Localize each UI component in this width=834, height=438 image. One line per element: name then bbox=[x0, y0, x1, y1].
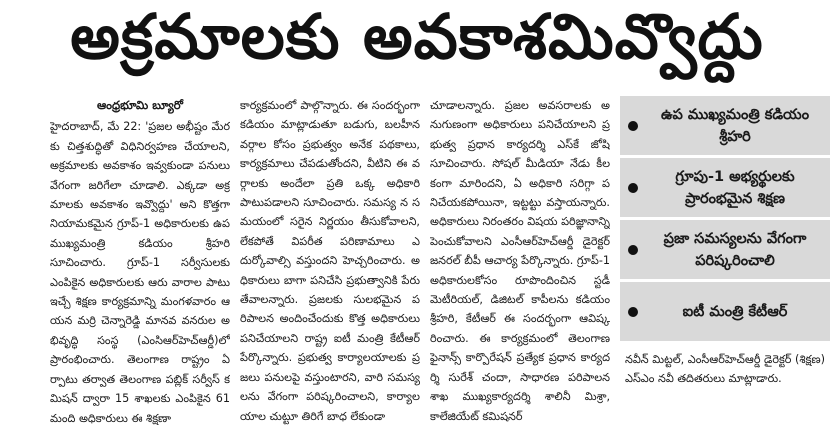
highlights-panel bbox=[620, 96, 830, 344]
article-column-2 bbox=[240, 96, 420, 438]
highlight-text: ఉప ముఖ్యమంత్రి కడియం శ్రీహరి bbox=[660, 106, 810, 145]
highlight-text: గ్రూపు-1 అభ్యర్థులకు ప్రారంభమైన శిక్షణ bbox=[675, 168, 795, 207]
article-column-3 bbox=[430, 96, 610, 438]
highlight-text: ఐటీ మంత్రి కేటీఆర్ bbox=[682, 303, 788, 320]
headline: అక్రమాలకు అవకాశమివ్వొద్దు bbox=[70, 0, 764, 73]
article-paragraph: కార్యక్రమంలో పాల్గొన్నారు. ఈ సందర్భంగా కడియం మాట్లాడుతూ బడుగు, బలహీన వర్గాల కోసం ప్రభుత్వం అనేక పథకాలు, కార్యక్రమాలు చేపడుతోందని, వీటిని ఈ వర్గాలకు అందేలా ప్రతి ఒక్క అధికారి పాటుపడాలని సూచించారు. సమస్య న సమయంలో సరైన నిర్ణయం తీసుకోవాలని, లేకపోతే విపరీత పరిణామాలు ఎదుర్కోవాల్సి వస్తుందని హెచ్చరించారు. అధికారులు బాగా పనిచేసి ప్రభుత్వానికి పేరు తేవాలన్నారు. ప్రజలకు సులభమైన పరిపాలన అందించేందుకు కొత్త అధికారులు పనిచేయాలని రాష్ట్ర ఐటీ మంత్రి కేటీఆర్ పేర్కొన్నారు. ప్రభుత్వ కార్యాలయాలకు ప్రజలు పనులపై వస్తుంటారని, వారి సమస్యలను వేగంగా పరిష్కరించాలని, కార్యాలయాల చుట్టూ తిరిగే బాధ లేకుండా bbox=[240, 99, 420, 423]
byline: ఆంధ్రభూమి బ్యూరో bbox=[96, 98, 184, 112]
bullet-icon bbox=[628, 245, 638, 255]
article-column-1 bbox=[50, 96, 230, 438]
sidebar-continuation-text: నవీన్ మిట్టల్, ఎంసీఆర్‌హెచ్‌ఆర్డీ డైరెక్టర్ (శిక్షణ) ఎస్‌ఎం నవీ తదితరులు మాట్లాడారు. bbox=[625, 353, 825, 386]
highlight-box bbox=[620, 282, 830, 341]
article-body bbox=[50, 96, 610, 438]
bullet-icon bbox=[628, 307, 638, 317]
highlight-box bbox=[620, 220, 830, 279]
highlight-text: ప్రజా సమస్యలను వేగంగా పరిష్కరించాలి bbox=[663, 230, 807, 269]
article-paragraph: చూడాలన్నారు. ప్రజల అవసరాలకు అనుగుణంగా అధికారులు పనిచేయాలని ప్రభుత్వ ప్రధాన కార్యదర్శి ఎస్‌కే జోషి సూచించారు. సోషల్ మీడియా నేడు కీలకంగా మారిందని, ఏ అధికారి సరిగ్గా పనిచేయకపోయినా, ఇట్టట్టు వస్తాయన్నారు. అధికారులు నిరంతరం విషయ పరిజ్ఞానాన్ని పెంచుకోవాలని ఎంసీఆర్‌హెచ్‌ఆర్డీ డైరెక్టర్ జనరల్ బీపీ ఆచార్య పేర్కొన్నారు. గ్రూప్-1 అధికారులకోసం రూపొందించిన స్టడీ మెటీరియల్, డిజిటల్ కాపీలను కడియం శ్రీహరి, కేటీఆర్ ఈ సందర్భంగా ఆవిష్కరించారు. ఈ కార్యక్రమంలో తెలంగాణ ఫైనాన్స్ కార్పొరేషన్ ప్రత్యేక ప్రధాన కార్యదర్శి సురేశ్ చందా, సాధారణ పరిపాలన శాఖ ముఖ్యకార్యదర్శి శాలినీ మిశ్రా, కాలేజియేట్ కమిషనర్ bbox=[430, 99, 610, 423]
bullet-icon bbox=[628, 183, 638, 193]
bullet-icon bbox=[628, 121, 638, 131]
highlight-box bbox=[620, 96, 830, 155]
highlight-box bbox=[620, 158, 830, 217]
article-paragraph: హైదరాబాద్, మే 22: 'ప్రజల అభీష్టం మేరకు చిత్తశుద్ధితో విధినిర్వహణ చేయాలని, అక్రమాలకు అవకాశం ఇవ్వకుండా పనులు వేగంగా జరిగేలా చూడాలి. ఎక్కడా అక్రమాలకు అవకాశం ఇవ్వొద్దు' అని కొత్తగా నియామకమైన గ్రూప్-1 అధికారులకు ఉప ముఖ్యమంత్రి కడియం శ్రీహరి సూచించారు. గ్రూప్-1 సర్వీసులకు ఎంపికైన అధికారులకు ఆరు వారాల పాటు ఇచ్చే శిక్షణ కార్యక్రమాన్ని మంగళవారం ఆయన మర్రి చెన్నారెడ్డి మానవ వనరుల అభివృద్ధి సంస్థ (ఎంసిఆర్‌హెచ్‌ఆర్డీ)లో ప్రారంభించారు. తెలంగాణ రాష్ట్రం ఏర్పాటు తర్వాత తెలంగాణ పబ్లిక్ సర్వీస్ కమిషన్ ద్వారా 15 శాఖలకు ఎంపికైన 61 మంది అధికారులు ఈ శిక్షణా bbox=[50, 120, 230, 425]
